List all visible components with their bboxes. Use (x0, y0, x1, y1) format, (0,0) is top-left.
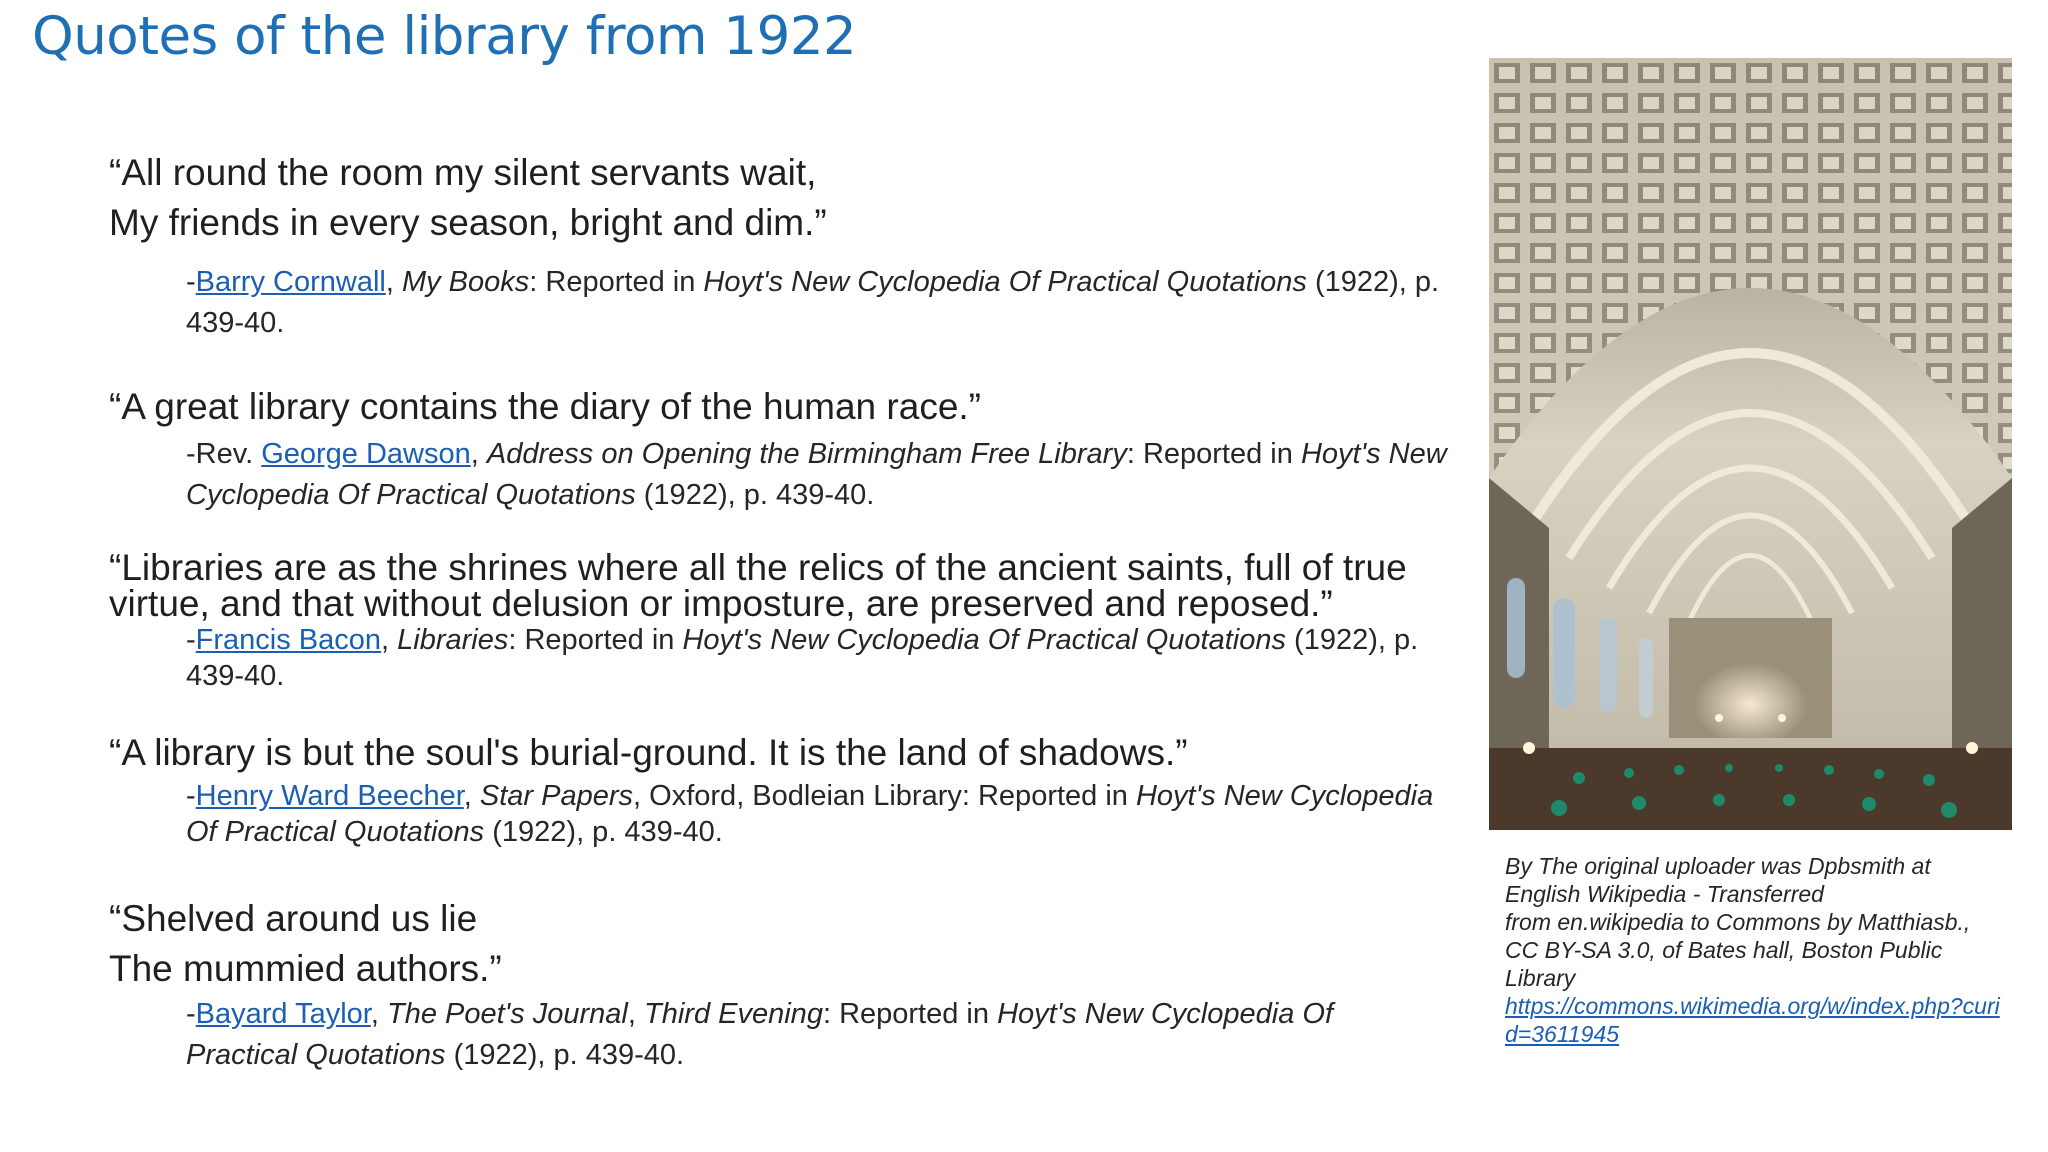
author-link[interactable]: Francis Bacon (195, 624, 382, 656)
attr-text: , (381, 624, 398, 656)
library-photo (1489, 58, 2012, 830)
page-title: Quotes of the library from 1922 (32, 6, 857, 67)
work-title: Hoyt's New Cyclopedia Of Practical Quotations (682, 624, 1286, 656)
quote-block (109, 894, 1449, 1076)
caption-line: English Wikipedia - Transferred (1505, 881, 1824, 907)
attr-text: , (470, 438, 487, 470)
work-title: Hoyt's New Cyclopedia Of Practical Quotations (186, 438, 1447, 511)
quote-line: “Libraries are as the shrines where all the relics of the ancient saints, full of true virtue, and that without delusion or imposture, are preserved and reposed.” (109, 547, 1407, 624)
work-title: Hoyt's New Cyclopedia Of Practical Quotations (186, 998, 1333, 1071)
attr-text: : Reported in (529, 266, 704, 298)
author-link[interactable]: George Dawson (261, 438, 471, 470)
quote-text (109, 382, 1449, 432)
author-link[interactable]: Bayard Taylor (195, 998, 371, 1030)
attr-text: (1922), p. 439-40. (445, 1039, 685, 1071)
quote-block (109, 148, 1449, 344)
quote-text (109, 547, 1449, 624)
image-caption (1505, 852, 2005, 1048)
attr-text: (1922), p. 439-40. (635, 479, 875, 511)
quote-attribution (186, 622, 1449, 694)
quote-block (109, 728, 1449, 850)
source-link[interactable]: https://commons.wikimedia.org/w/index.php?curid=3611945 (1505, 993, 2000, 1047)
attr-text: , (385, 266, 402, 298)
attr-prefix: - (186, 780, 196, 812)
attr-text: : Reported in (822, 998, 998, 1030)
work-title: The Poet's Journal (386, 998, 628, 1030)
quotes-list (109, 148, 1449, 1076)
attr-text: (1922), p. 439-40. (186, 624, 1419, 692)
caption-line: from en.wikipedia to Commons by Matthiasb., (1505, 909, 1971, 935)
attr-text: , (627, 998, 645, 1030)
work-title: Hoyt's New Cyclopedia Of Practical Quotations (703, 266, 1307, 298)
attr-text: , (370, 998, 387, 1030)
quote-line: “Shelved around us lie (109, 898, 478, 939)
attr-text: (1922), p. 439-40. (186, 266, 1440, 339)
work-title: Star Papers (479, 780, 634, 812)
bates-hall-image (1489, 58, 2012, 830)
attr-text: : Reported in (1126, 438, 1301, 470)
quote-attribution (186, 778, 1449, 850)
attr-text: (1922), p. 439-40. (484, 816, 723, 848)
caption-line: Library (1505, 965, 1576, 991)
caption-line: CC BY-SA 3.0, of Bates hall, Boston Public (1505, 937, 1943, 963)
attr-text: , (463, 780, 480, 812)
quote-block (109, 547, 1449, 694)
quote-block (109, 382, 1449, 516)
quote-text (109, 728, 1449, 778)
quote-line: The mummied authors.” (109, 948, 502, 989)
author-link[interactable]: Henry Ward Beecher (195, 780, 464, 812)
attr-prefix: - (186, 998, 196, 1030)
quote-text (109, 148, 1449, 248)
work-title: Libraries (397, 624, 509, 656)
work-title: My Books (401, 266, 530, 298)
quote-line: “A great library contains the diary of the human race.” (109, 386, 981, 427)
caption-line: By The original uploader was Dpbsmith at (1505, 853, 1931, 879)
attr-text: : Reported in (508, 624, 683, 656)
attr-text: , Oxford, Bodleian Library: Reported in (633, 780, 1136, 812)
work-title: Third Evening (644, 998, 823, 1030)
author-link[interactable]: Barry Cornwall (195, 266, 386, 298)
quote-attribution (186, 434, 1449, 516)
quote-line: “All round the room my silent servants wait, (109, 152, 817, 193)
work-title: Hoyt's New Cyclopedia Of Practical Quotations (186, 780, 1434, 848)
attr-prefix: -Rev. (186, 438, 262, 470)
quote-line: My friends in every season, bright and dim.” (109, 202, 827, 243)
quote-text (109, 894, 1449, 994)
quote-attribution (186, 994, 1449, 1076)
attr-prefix: - (186, 266, 196, 298)
work-title: Address on Opening the Birmingham Free Library (486, 438, 1127, 470)
quote-line: “A library is but the soul's burial-ground. It is the land of shadows.” (109, 732, 1188, 773)
attr-prefix: - (186, 624, 196, 656)
quote-attribution (186, 262, 1449, 344)
